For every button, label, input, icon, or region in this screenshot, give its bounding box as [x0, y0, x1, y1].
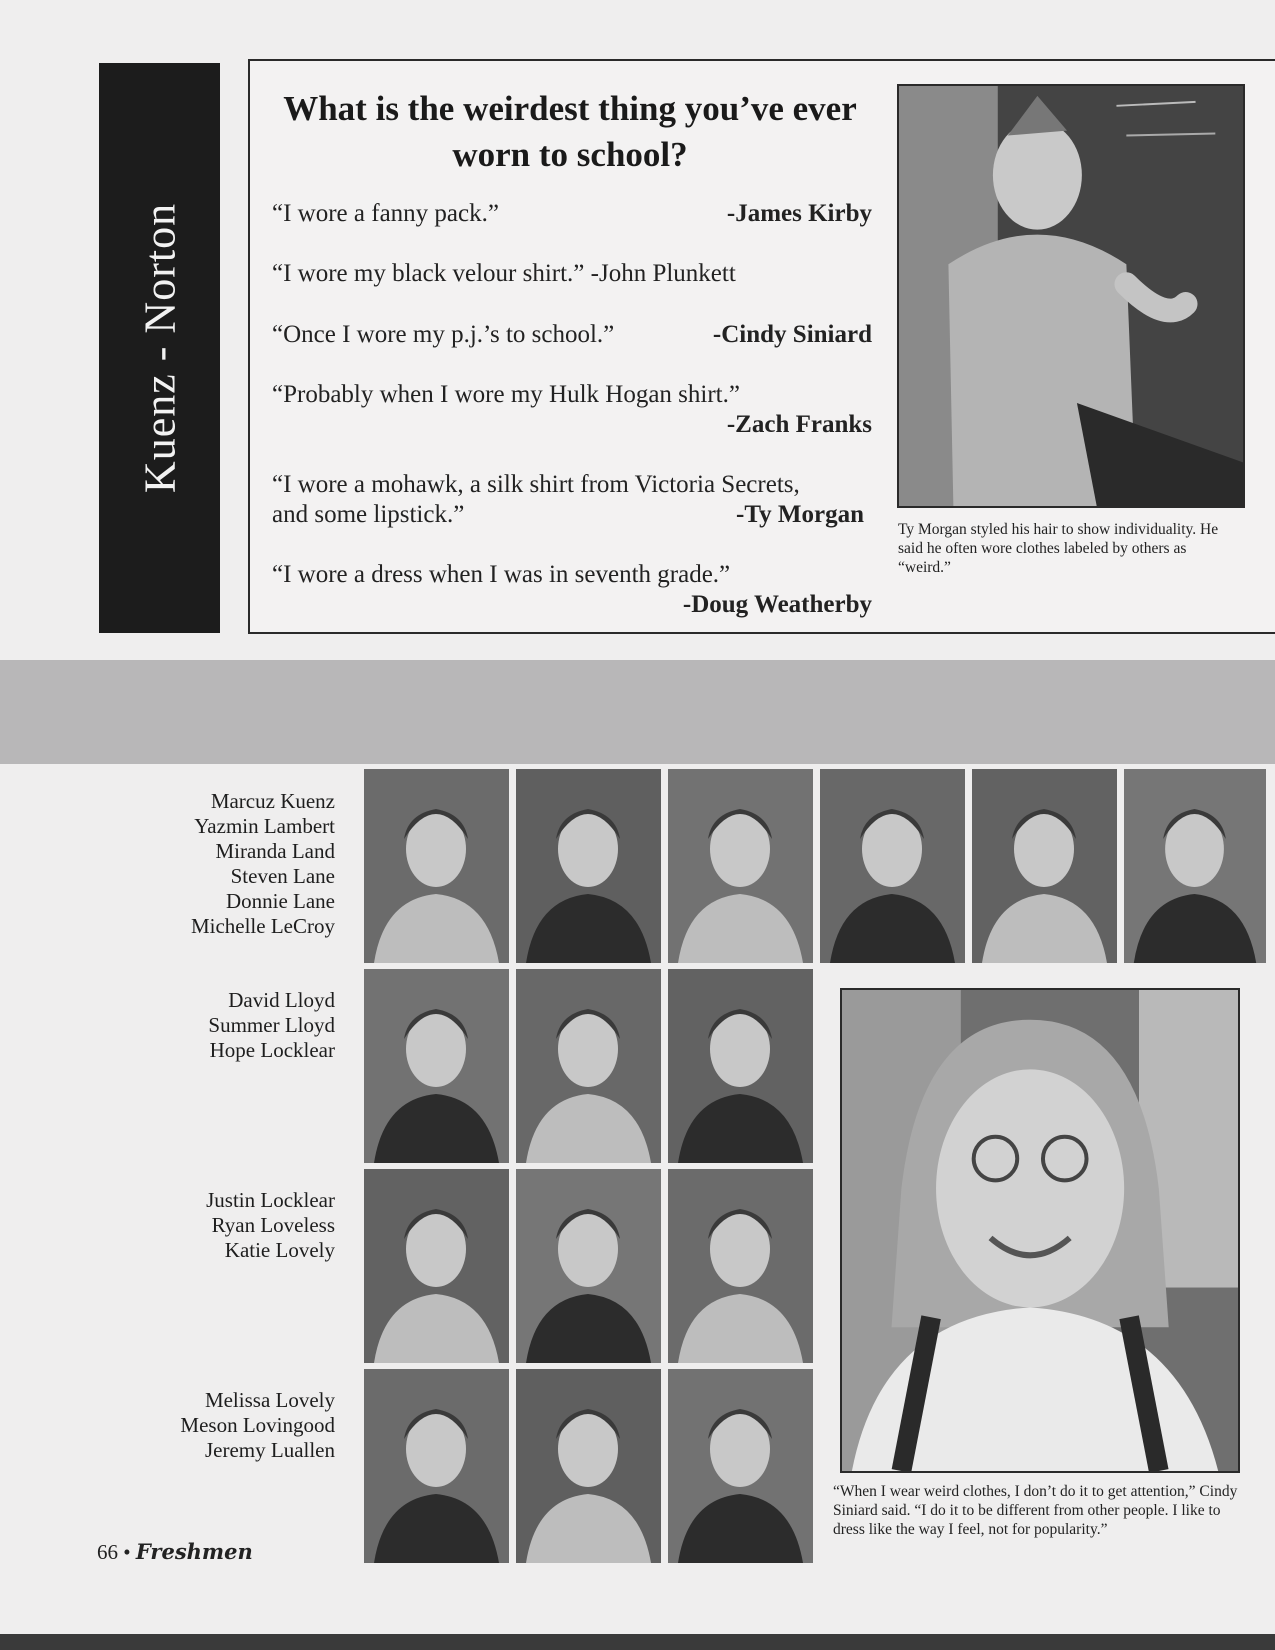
- student-portrait: [516, 1369, 661, 1563]
- name-list: [130, 988, 335, 1063]
- student-name: Summer Lloyd: [208, 1013, 335, 1037]
- quote-author: -Cindy Siniard: [712, 321, 872, 348]
- student-name: Justin Locklear: [206, 1188, 335, 1212]
- page-number: 66: [97, 1540, 118, 1564]
- student-portrait: [668, 1169, 813, 1363]
- student-portrait: [364, 1169, 509, 1363]
- divider-band: [0, 660, 1275, 764]
- quote-text: “I wore my black velour shirt.” -John Plunkett: [272, 260, 736, 287]
- student-name: Ryan Loveless: [211, 1213, 335, 1237]
- student-name: Yazmin Lambert: [194, 814, 335, 838]
- student-name: Michelle LeCroy: [190, 914, 335, 938]
- folio-bullet: •: [123, 1540, 131, 1564]
- student-name: Meson Lovingood: [180, 1413, 335, 1437]
- question-heading: What is the weirdest thing you’ve ever worn to school?: [283, 89, 857, 174]
- student-portrait: [364, 1369, 509, 1563]
- student-portrait: [364, 969, 509, 1163]
- student-name: Marcuz Kuenz: [210, 789, 335, 813]
- quote-item: [272, 380, 872, 440]
- quote-text: and some lipstick.”: [272, 501, 465, 528]
- student-portrait: [1124, 769, 1266, 963]
- student-portrait: [668, 969, 813, 1163]
- quote-author: -Zach Franks: [726, 411, 872, 438]
- quote-text: “Probably when I wore my Hulk Hogan shirt.”: [272, 381, 740, 408]
- student-name: Katie Lovely: [224, 1238, 335, 1262]
- quote-author: -Doug Weatherby: [682, 591, 872, 618]
- name-list: [130, 1388, 335, 1463]
- student-portrait: [668, 769, 813, 963]
- quote-item: [272, 470, 882, 530]
- student-portrait: [364, 769, 509, 963]
- photo-caption: Ty Morgan styled his hair to show individuality. He said he often wore clothes labeled by others as “weird.”: [898, 521, 1219, 576]
- quote-item: [272, 320, 872, 350]
- student-name: Steven Lane: [230, 864, 335, 888]
- student-name: Melissa Lovely: [204, 1388, 335, 1412]
- student-name: David Lloyd: [228, 988, 335, 1012]
- quote-item: [272, 199, 872, 229]
- student-name: Hope Locklear: [209, 1038, 335, 1062]
- quote-author: -James Kirby: [726, 200, 872, 227]
- student-portrait: [516, 1169, 661, 1363]
- quote-author: -Ty Morgan: [736, 501, 864, 528]
- quote-text: “I wore a dress when I was in seventh grade.”: [272, 561, 731, 588]
- section-title: Kuenz - Norton: [135, 202, 185, 494]
- quote-text: “I wore a fanny pack.”: [272, 200, 499, 227]
- chalkboard-photo: [897, 84, 1245, 508]
- student-portrait: [820, 769, 965, 963]
- quote-text: “I wore a mohawk, a silk shirt from Victoria Secrets,: [272, 471, 800, 498]
- feature-photo: [840, 988, 1240, 1473]
- student-portrait: [516, 969, 661, 1163]
- student-name: Donnie Lane: [225, 889, 335, 913]
- quote-item: [272, 560, 872, 620]
- name-list: [130, 789, 335, 939]
- page-folio: [97, 1539, 253, 1565]
- feature-photo-caption: “When I wear weird clothes, I don’t do it to get attention,” Cindy Siniard said. “I do it to be different from other people. I like to dress like the way I feel, not for popularity.”: [833, 1483, 1238, 1538]
- student-name: Miranda Land: [215, 839, 335, 863]
- student-portrait: [516, 769, 661, 963]
- student-portrait: [668, 1369, 813, 1563]
- folio-section: Freshmen: [135, 1539, 253, 1564]
- student-portrait: [972, 769, 1117, 963]
- student-name: Jeremy Luallen: [204, 1438, 335, 1462]
- quote-text: “Once I wore my p.j.’s to school.”: [272, 321, 615, 348]
- quote-item: [272, 259, 872, 289]
- page-edge: [0, 1634, 1275, 1650]
- name-list: [130, 1188, 335, 1263]
